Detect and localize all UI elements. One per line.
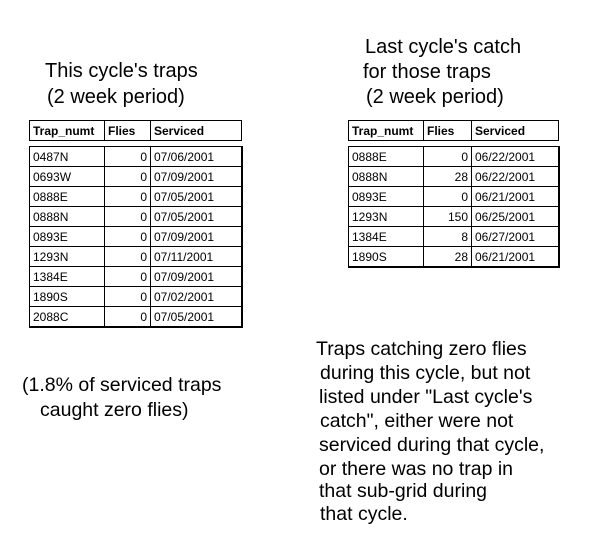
table-row[interactable] [30, 187, 242, 207]
table-row[interactable] [349, 247, 559, 268]
column-header-serviced[interactable]: Serviced [151, 121, 242, 141]
column-header-serviced[interactable]: Serviced [472, 121, 559, 141]
flies-cell[interactable]: 0 [105, 247, 151, 267]
table-row[interactable] [349, 187, 559, 207]
flies-cell[interactable]: 28 [424, 247, 472, 268]
flies-cell[interactable]: 8 [424, 227, 472, 247]
explanation-note-line4: catch", either were not [320, 410, 514, 432]
trap-number-cell[interactable]: 0888N [349, 167, 424, 187]
flies-cell[interactable]: 150 [424, 207, 472, 227]
trap-number-cell[interactable]: 1890S [349, 247, 424, 268]
column-header-flies[interactable]: Flies [105, 121, 151, 141]
serviced-date-cell[interactable]: 07/05/2001 [151, 307, 242, 328]
flies-cell[interactable]: 0 [105, 267, 151, 287]
flies-cell[interactable]: 28 [424, 167, 472, 187]
explanation-note-line5: serviced during that cycle, [319, 434, 545, 456]
explanation-note-line8: that cycle. [320, 503, 408, 525]
trap-number-cell[interactable]: 0888N [30, 207, 105, 227]
table-row[interactable] [349, 227, 559, 247]
flies-cell[interactable]: 0 [105, 147, 151, 167]
last-cycle-heading-line1: Last cycle's catch [365, 36, 522, 58]
explanation-note-line3: listed under "Last cycle's [319, 386, 533, 408]
flies-cell[interactable]: 0 [105, 207, 151, 227]
serviced-date-cell[interactable]: 07/05/2001 [151, 187, 242, 207]
trap-number-cell[interactable]: 1384E [349, 227, 424, 247]
serviced-date-cell[interactable]: 07/09/2001 [151, 267, 242, 287]
trap-number-cell[interactable]: 1293N [349, 207, 424, 227]
trap-number-cell[interactable]: 0888E [349, 147, 424, 167]
flies-cell[interactable]: 0 [424, 147, 472, 167]
trap-number-cell[interactable]: 1890S [30, 287, 105, 307]
trap-number-cell[interactable]: 0888E [30, 187, 105, 207]
serviced-date-cell[interactable]: 06/21/2001 [472, 247, 559, 268]
column-header-trap-number[interactable]: Trap_numt [30, 121, 105, 141]
header-row [30, 121, 242, 141]
table-row[interactable] [30, 167, 242, 187]
zero-flies-percentage-note-line1: (1.8% of serviced traps [22, 374, 222, 396]
flies-cell[interactable]: 0 [105, 227, 151, 247]
serviced-date-cell[interactable]: 07/09/2001 [151, 227, 242, 247]
table-row[interactable] [30, 227, 242, 247]
serviced-date-cell[interactable]: 07/02/2001 [151, 287, 242, 307]
serviced-date-cell[interactable]: 07/05/2001 [151, 207, 242, 227]
serviced-date-cell[interactable]: 06/21/2001 [472, 187, 559, 207]
this-cycle-traps-table [29, 146, 243, 328]
this-cycle-header-table [29, 120, 242, 141]
last-cycle-catch-table [348, 146, 560, 268]
flies-cell[interactable]: 0 [105, 287, 151, 307]
last-cycle-heading-line2: for those traps [363, 61, 491, 83]
table-row[interactable] [349, 167, 559, 187]
this-cycle-heading-line2: (2 week period) [47, 86, 185, 108]
column-header-trap-number[interactable]: Trap_numt [349, 121, 424, 141]
trap-number-cell[interactable]: 0893E [349, 187, 424, 207]
column-header-flies[interactable]: Flies [424, 121, 472, 141]
serviced-date-cell[interactable]: 06/25/2001 [472, 207, 559, 227]
last-cycle-heading-line3: (2 week period) [366, 86, 504, 108]
zero-flies-percentage-note-line2: caught zero flies) [40, 399, 189, 421]
trap-number-cell[interactable]: 1293N [30, 247, 105, 267]
serviced-date-cell[interactable]: 06/22/2001 [472, 147, 559, 167]
trap-number-cell[interactable]: 0693W [30, 167, 105, 187]
header-row [349, 121, 559, 141]
trap-number-cell[interactable]: 0893E [30, 227, 105, 247]
trap-number-cell[interactable]: 2088C [30, 307, 105, 328]
table-row[interactable] [30, 287, 242, 307]
serviced-date-cell[interactable]: 07/06/2001 [151, 147, 242, 167]
table-row[interactable] [30, 267, 242, 287]
explanation-note-line6: or there was no trap in [319, 458, 514, 480]
table-row[interactable] [30, 307, 242, 328]
trap-number-cell[interactable]: 1384E [30, 267, 105, 287]
table-row[interactable] [30, 247, 242, 267]
explanation-note-line1: Traps catching zero flies [316, 338, 527, 360]
serviced-date-cell[interactable]: 07/11/2001 [151, 247, 242, 267]
flies-cell[interactable]: 0 [424, 187, 472, 207]
explanation-note-line7: that sub-grid during [319, 480, 488, 502]
table-row[interactable] [349, 147, 559, 167]
serviced-date-cell[interactable]: 07/09/2001 [151, 167, 242, 187]
flies-cell[interactable]: 0 [105, 307, 151, 328]
flies-cell[interactable]: 0 [105, 187, 151, 207]
last-cycle-header-table [348, 120, 559, 141]
table-row[interactable] [30, 147, 242, 167]
serviced-date-cell[interactable]: 06/27/2001 [472, 227, 559, 247]
trap-number-cell[interactable]: 0487N [30, 147, 105, 167]
flies-cell[interactable]: 0 [105, 167, 151, 187]
table-row[interactable] [30, 207, 242, 227]
table-row[interactable] [349, 207, 559, 227]
this-cycle-heading-line1: This cycle's traps [45, 60, 198, 82]
serviced-date-cell[interactable]: 06/22/2001 [472, 167, 559, 187]
explanation-note-line2: during this cycle, but not [320, 362, 531, 384]
